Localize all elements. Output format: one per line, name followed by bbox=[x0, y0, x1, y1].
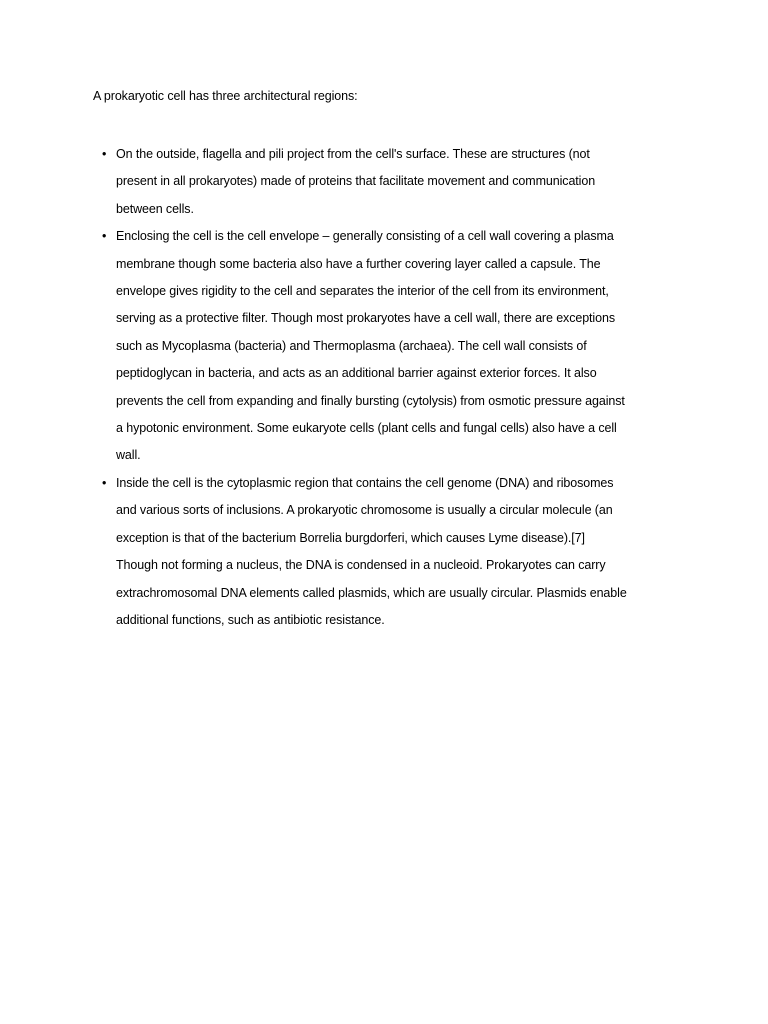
list-item bbox=[0, 141, 628, 223]
bullet-icon: • bbox=[102, 229, 107, 244]
bullet-list bbox=[0, 141, 768, 634]
list-item bbox=[0, 470, 628, 634]
list-item bbox=[0, 223, 628, 470]
bullet-icon: • bbox=[102, 147, 107, 161]
list-item-text: On the outside, flagella and pili project from the cell's surface. These are structures (not present in all prokaryotes) made of proteins that facilitate movement and communication between cells. bbox=[116, 147, 596, 216]
list-item-text: Inside the cell is the cytoplasmic region that contains the cell genome (DNA) and ribosomes and various sorts of inclusions. A prokaryotic chromosome is usually a circular molecule (an exception is that of the bacterium Borrelia burgdorferi, which causes Lyme disease).[7] Though not forming a nucleus, the DNA is condensed in a nucleoid. Prokaryotes can carry extrachromosomal DNA elements called plasmids, which are usually circular. Plasmids enable additional functions, such as antibiotic resistance. bbox=[116, 475, 627, 627]
intro-paragraph: A prokaryotic cell has three architectural regions: bbox=[93, 89, 358, 103]
bullet-icon: • bbox=[102, 475, 107, 490]
list-item-text: Enclosing the cell is the cell envelope – generally consisting of a cell wall covering a plasma membrane though some bacteria also have a further covering layer called a capsule. The envelope gives rigidity to the cell and separates the interior of the cell from its environment, serving as a protective filter. Though most prokaryotes have a cell wall, there are exceptions such as Mycoplasma (bacteria) and Thermoplasma (archaea). The cell wall consists of peptidoglycan in bacteria, and acts as an additional barrier against exterior forces. It also prevents the cell from expanding and finally bursting (cytolysis) from osmotic pressure against a hypotonic environment. Some eukaryote cells (plant cells and fungal cells) also have a cell wall. bbox=[116, 229, 625, 463]
